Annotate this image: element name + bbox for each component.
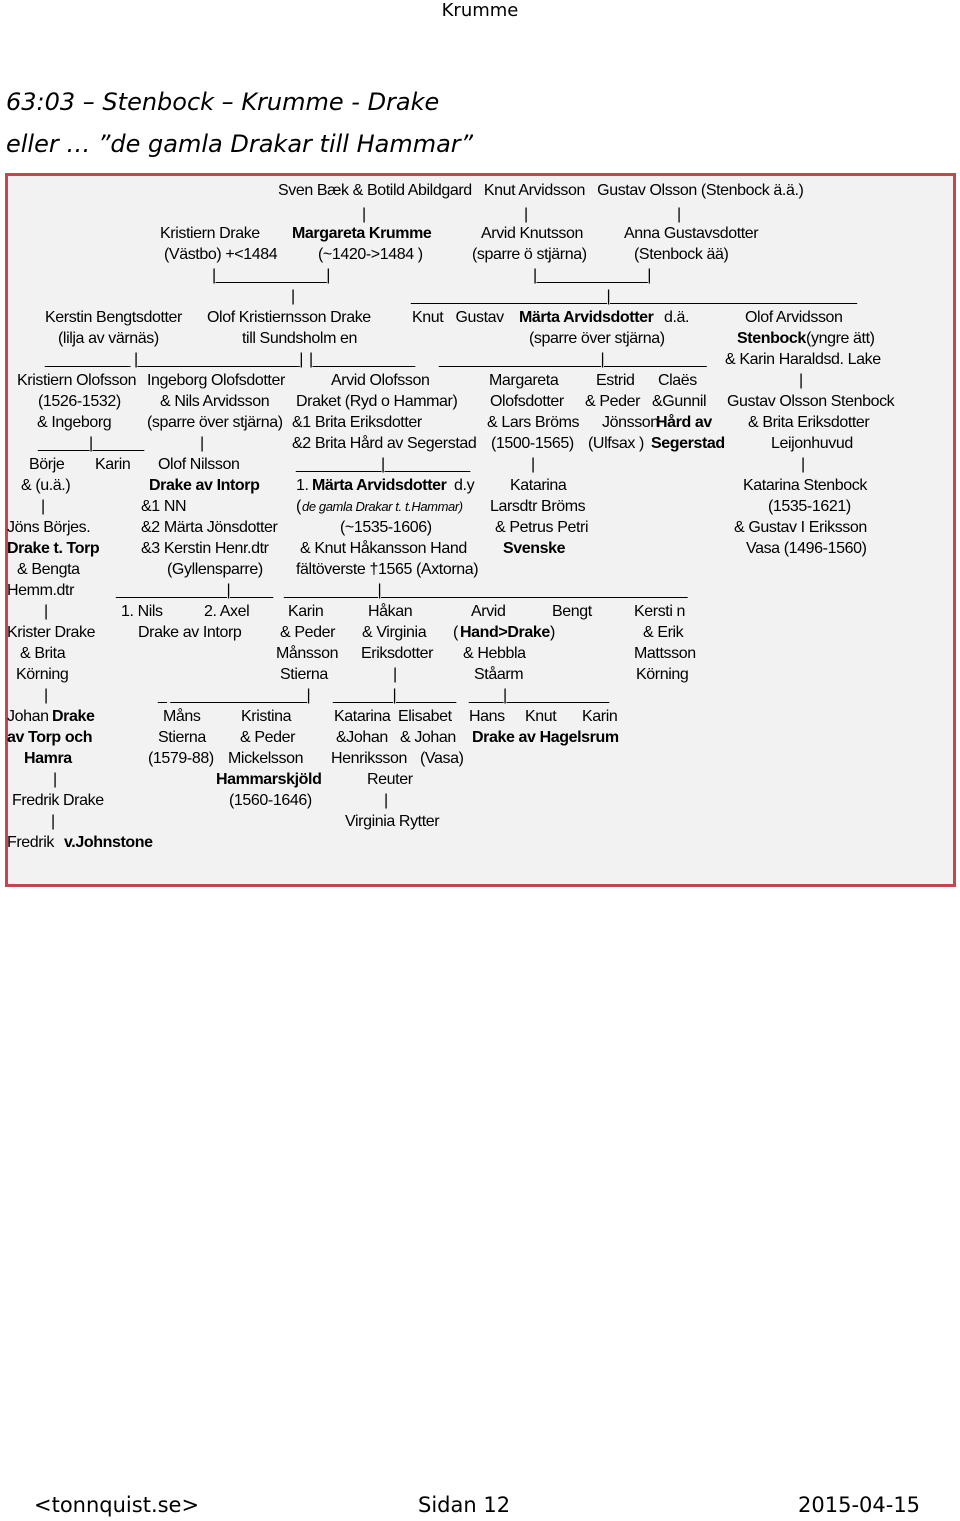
tree-entry: | (524, 206, 528, 223)
tree-entry: Reuter (367, 771, 413, 788)
tree-entry: Olof Nilsson (158, 456, 240, 473)
tree-entry: | (531, 456, 535, 473)
tree-entry: Krister Drake (7, 624, 96, 641)
tree-entry: Katarina (334, 708, 391, 725)
tree-entry: Hand>Drake (460, 624, 550, 641)
tree-entry: Börje (29, 456, 65, 473)
tree-entry: | (677, 206, 681, 223)
tree-entry: Draket (Ryd o Hammar) (296, 393, 458, 410)
tree-entry: & Erik (643, 624, 684, 641)
tree-entry: __________ |___________________| (45, 351, 304, 368)
tree-entry: Karin (95, 456, 131, 473)
tree-entry: Kristiern Drake (160, 225, 260, 242)
tree-entry: _______________________|_____________________________ (411, 288, 857, 305)
tree-entry: Hans (469, 708, 505, 725)
tree-entry: Kristina (241, 708, 292, 725)
tree-entry: | (41, 498, 45, 515)
page-title-line-1: 63:03 – Stenbock – Krumme - Drake (6, 88, 440, 116)
tree-entry: | (384, 792, 388, 809)
tree-entry: Margareta (489, 372, 559, 389)
tree-entry: Drake t. Torp (7, 540, 100, 557)
footer-site: <tonnquist.se> (34, 1493, 200, 1517)
tree-entry: Margareta Krumme (292, 225, 432, 242)
tree-entry: Månsson (276, 645, 339, 662)
tree-entry: Arvid Knutsson (481, 225, 584, 242)
tree-entry: | (44, 687, 48, 704)
tree-entry: &3 Kerstin Henr.dtr (141, 540, 269, 557)
tree-entry: Ingeborg Olofsdotter (147, 372, 285, 389)
tree-entry: d.ä. (664, 309, 690, 326)
tree-entry: |____________ (309, 351, 415, 368)
tree-entry: Fredrik (7, 834, 59, 851)
tree-entry: &Johan (336, 729, 388, 746)
tree-entry: Hammarskjöld (216, 771, 322, 788)
tree-entry: Segerstad (651, 435, 725, 452)
tree-entry: (Västbo) +<1484 (164, 246, 278, 263)
tree-entry: Arvid Olofsson (331, 372, 430, 389)
tree-entry: Jönsson (602, 414, 659, 431)
tree-entry: | (799, 372, 803, 389)
tree-entry: |_____________| (212, 267, 330, 284)
tree-entry: & Petrus Petri (495, 519, 589, 536)
tree-entry: Stenbock (737, 330, 806, 347)
tree-entry: _ ________________| (158, 687, 311, 704)
tree-entry: 1. (296, 477, 313, 494)
tree-entry: Olof Arvidsson (745, 309, 843, 326)
tree-entry: Sven Bæk & Botild Abildgard Knut Arvidsson Gustav Olsson (Stenbock ä.ä.) (278, 182, 804, 199)
tree-entry: & Peder (585, 393, 641, 410)
tree-entry: & Hebbla (463, 645, 526, 662)
tree-entry: Karin (288, 603, 324, 620)
tree-entry: Estrid (596, 372, 635, 389)
tree-entry: Claës (658, 372, 697, 389)
tree-entry: Knut (525, 708, 557, 725)
tree-entry: & Knut Håkansson Hand (300, 540, 467, 557)
tree-entry: (sparre över stjärna) (147, 414, 283, 431)
tree-entry: (1560-1646) (229, 792, 312, 809)
tree-entry: Hemm.dtr (7, 582, 75, 599)
tree-entry: Märta Arvidsdotter (312, 477, 447, 494)
tree-entry: Virginia Rytter (345, 813, 440, 830)
tree-entry: & Ingeborg (37, 414, 112, 431)
tree-entry: Anna Gustavsdotter (624, 225, 759, 242)
tree-entry: & Bengta (17, 561, 80, 578)
tree-entry: Leijonhuvud (771, 435, 853, 452)
tree-entry: &Gunnil (652, 393, 707, 410)
tree-entry: (1500-1565) (491, 435, 574, 452)
tree-entry: Svenske (503, 540, 566, 557)
tree-entry: Kersti n (634, 603, 686, 620)
tree-entry: (1526-1532) (38, 393, 121, 410)
tree-entry: av Torp och (7, 729, 93, 746)
tree-entry: Arvid (471, 603, 506, 620)
footer-date: 2015-04-15 (798, 1493, 921, 1517)
tree-entry: Måns (163, 708, 201, 725)
tree-entry: ___________________|____________ (439, 351, 707, 368)
tree-entry: Jöns Börjes. (7, 519, 91, 536)
tree-entry: Mickelsson (228, 750, 304, 767)
tree-entry: | (393, 666, 397, 683)
tree-entry: Ståarm (474, 666, 524, 683)
tree-entry: (yngre ätt) (802, 330, 875, 347)
tree-entry: Katarina Stenbock (743, 477, 867, 494)
tree-entry: | (362, 206, 366, 223)
tree-entry: Eriksdotter (361, 645, 434, 662)
tree-entry: Bengt (552, 603, 592, 620)
tree-entry: & Karin Haraldsd. Lake (725, 351, 881, 368)
tree-entry: _____________|_____ (116, 582, 273, 599)
tree-entry: Katarina (510, 477, 567, 494)
tree-entry: Håkan (368, 603, 413, 620)
family-tree-box (5, 173, 956, 887)
tree-entry: Hård av (656, 414, 712, 431)
tree-entry: & Lars Bröms (487, 414, 580, 431)
tree-entry: & Peder (280, 624, 336, 641)
tree-entry: Henriksson (331, 750, 408, 767)
tree-entry: | (291, 288, 295, 305)
tree-entry: (~1535-1606) (340, 519, 432, 536)
tree-entry: (Gyllensparre) (167, 561, 263, 578)
tree-entry: Kristiern Olofsson (17, 372, 137, 389)
tree-entry: Märta Arvidsdotter (519, 309, 654, 326)
tree-entry: (1535-1621) (768, 498, 851, 515)
tree-entry: ___________|____________________________________ (284, 582, 688, 599)
tree-entry: (sparre ö stjärna) (472, 246, 587, 263)
tree-entry: Olofsdotter (490, 393, 564, 410)
tree-entry: |_____________| (533, 267, 651, 284)
tree-entry: Karin (582, 708, 618, 725)
tree-entry: 2. Axel (204, 603, 250, 620)
tree-entry: Drake av Intorp (138, 624, 242, 641)
tree-entry: | (51, 813, 55, 830)
tree-entry: (Stenbock ää) (634, 246, 729, 263)
tree-entry: & Gustav I Eriksson (734, 519, 867, 536)
tree-entry: & Virginia (362, 624, 427, 641)
tree-entry: Stierna (158, 729, 206, 746)
tree-entry: ____|____________ (469, 687, 609, 704)
tree-entry: &2 Märta Jönsdotter (141, 519, 278, 536)
tree-entry: ( (453, 624, 458, 641)
tree-entry: Körning (636, 666, 689, 683)
tree-entry: Drake av Intorp (149, 477, 260, 494)
tree-entry: & Nils Arvidsson (160, 393, 270, 410)
tree-entry: Gustav Olsson Stenbock (727, 393, 895, 410)
tree-entry: Fredrik Drake (12, 792, 104, 809)
tree-entry: (lilja av värnäs) (58, 330, 159, 347)
tree-entry: d.y (450, 477, 475, 494)
tree-entry: (Ulfsax ) (588, 435, 644, 452)
tree-entry: | (44, 603, 48, 620)
tree-entry: & Brita Eriksdotter (748, 414, 870, 431)
tree-entry: | (200, 435, 204, 452)
tree-entry: Larsdtr Bröms (490, 498, 586, 515)
tree-entry: (~1420->1484 ) (318, 246, 423, 263)
tree-entry: 1. Nils (121, 603, 163, 620)
tree-entry: & Brita (20, 645, 66, 662)
tree-entry: Körning (16, 666, 69, 683)
running-header: Krumme (441, 0, 519, 21)
tree-entry: & Peder (240, 729, 296, 746)
tree-entry: & (u.ä.) (21, 477, 71, 494)
tree-entry: &2 Brita Hård av Segerstad (292, 435, 477, 452)
tree-entry: Johan (7, 708, 53, 725)
tree-entry: & Johan (400, 729, 456, 746)
tree-entry: (1579-88) (148, 750, 214, 767)
tree-entry: Knut Gustav (412, 309, 504, 326)
tree-entry: Drake (52, 708, 95, 725)
tree-entry: _______|_______ (333, 687, 456, 704)
tree-entry: Elisabet (398, 708, 452, 725)
tree-entry: (Vasa) (420, 750, 464, 767)
tree-entry: till Sundsholm en (242, 330, 358, 347)
tree-entry: ) (550, 624, 555, 641)
tree-entry: de gamla Drakar t. t.Hammar) (302, 499, 463, 514)
tree-entry: Drake av Hagelsrum (472, 729, 619, 746)
footer-page-number: Sidan 12 (418, 1493, 511, 1517)
tree-entry: fältöverste †1565 (Axtorna) (296, 561, 479, 578)
tree-entry: Olof Kristiernsson Drake (207, 309, 371, 326)
tree-entry: ______|______ (38, 435, 144, 452)
tree-entry: Stierna (280, 666, 328, 683)
tree-entry: (sparre över stjärna) (529, 330, 665, 347)
tree-entry: Vasa (1496-1560) (746, 540, 867, 557)
tree-entry: ( (296, 498, 301, 515)
tree-entry: | (801, 456, 805, 473)
tree-entry: &1 Brita Eriksdotter (292, 414, 422, 431)
tree-entry: Hamra (24, 750, 72, 767)
tree-entry: Kerstin Bengtsdotter (45, 309, 182, 326)
tree-entry: | (53, 771, 57, 788)
tree-entry: Mattsson (634, 645, 696, 662)
tree-entry: __________|__________ (296, 456, 470, 473)
tree-entry: v.Johnstone (64, 834, 153, 851)
page-title-line-2: eller … ”de gamla Drakar till Hammar” (6, 130, 474, 158)
tree-entry: &1 NN (141, 498, 187, 515)
